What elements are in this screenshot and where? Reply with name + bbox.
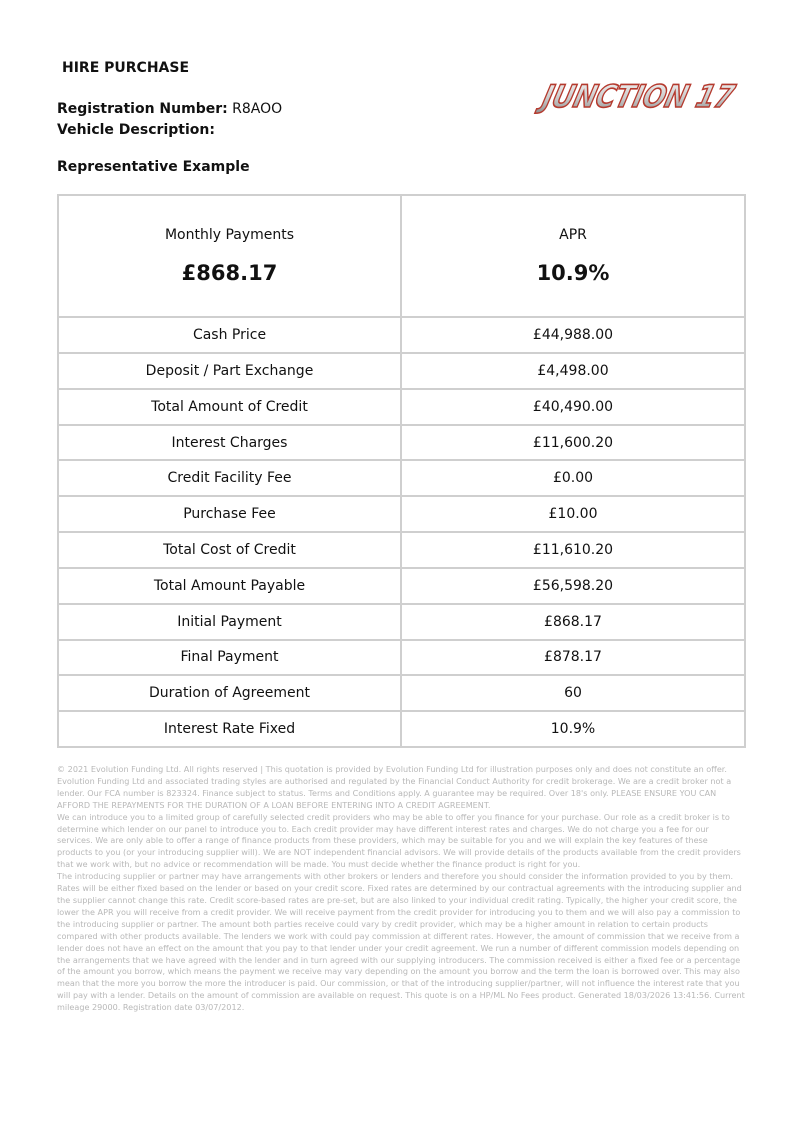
monthly-label: Monthly Payments <box>164 227 295 244</box>
vehicle-label: Vehicle Description: <box>57 122 215 138</box>
table-row <box>58 389 745 425</box>
apr-cell <box>401 195 745 317</box>
disclaimer-paragraph: The introducing supplier or partner may have arrangements with other brokers or lenders and therefore you should consider the information provided to you by them. Rates will be either fixed based on the lender or based on your credit score. Fixed rates are determined by our contractual agreements with the introducing supplier and the supplier cannot change this rate. Credit score-based rates are pre-set, but are also linked to your individual credit rating. Typically, the higher your credit score, the lower the APR you will receive from a credit provider. We will receive payment from the credit provider for introducing you to them and we will also pay a commission to the introducing supplier or partner. The amount both parties receive could vary by credit provider, which may be a higher amount in relation to certain products compared with other products available. The lenders we work with could pay commission at different rates. However, the amount of commission that we receive from a lender does not have an effect on the amount that you pay to that lender under your credit agreement. We run a number of different commission models depending on the arrangements that we have agreed with the lender and in turn agreed with our supplying introducers. The commission received is either a fixed fee or a percentage of the amount you borrow, which means the payment we receive may vary depending on the amount you borrow and the term the loan is borrowed over. This may also mean that the more you borrow the more the introducer is paid. Our commission, or that of the introducing supplier/partner, will not influence the interest rate that you will pay with a lender. Details on the amount of commission are available on request. This quote is on a HP/ML No Fees product. Generated 18/03/2026 13:41:56. Current mileage 29000. Registration date 03/07/2012. <box>57 871 745 1013</box>
row-value: £40,490.00 <box>401 389 745 425</box>
table-row <box>58 425 745 461</box>
row-label: Duration of Agreement <box>58 675 401 711</box>
row-value: £878.17 <box>401 640 745 676</box>
table-row <box>58 604 745 640</box>
row-value: £868.17 <box>401 604 745 640</box>
row-label: Interest Charges <box>58 425 401 461</box>
table-row <box>58 353 745 389</box>
row-value: 10.9% <box>401 711 745 747</box>
row-label: Final Payment <box>58 640 401 676</box>
apr-label: APR <box>559 227 587 244</box>
apr-value: 10.9% <box>536 261 610 286</box>
table-row <box>58 460 745 496</box>
table-row <box>58 675 745 711</box>
section-title: Representative Example <box>57 159 250 175</box>
disclaimer-paragraph: © 2021 Evolution Funding Ltd. All rights reserved | This quotation is provided by Evolution Funding Ltd for illustration purposes only and does not constitute an offer. Evolution Funding Ltd and associated trading styles are authorised and regulated by the Financial Conduct Authority for credit brokerage. We are a credit broker not a lender. Our FCA number is 823324. Finance subject to status. Terms and Conditions apply. A guarantee may be required. Over 18's only. PLEASE ENSURE YOU CAN AFFORD THE REPAYMENTS FOR THE DURATION OF A LOAN BEFORE ENTERING INTO A CREDIT AGREEMENT. <box>57 764 732 810</box>
monthly-cell <box>58 195 401 317</box>
row-label: Cash Price <box>58 317 401 353</box>
row-label: Purchase Fee <box>58 496 401 532</box>
junction17-logo <box>538 74 767 115</box>
row-value: £11,600.20 <box>401 425 745 461</box>
registration-value: R8AOO <box>232 101 283 117</box>
row-value: £4,498.00 <box>401 353 745 389</box>
row-label: Interest Rate Fixed <box>58 711 401 747</box>
row-value: £44,988.00 <box>401 317 745 353</box>
row-value: £56,598.20 <box>401 568 745 604</box>
row-value: £10.00 <box>401 496 745 532</box>
table-row <box>58 496 745 532</box>
headline-row <box>58 195 745 317</box>
finance-table <box>57 194 746 748</box>
row-value: £0.00 <box>401 460 745 496</box>
row-label: Total Amount Payable <box>58 568 401 604</box>
legal-disclaimer <box>57 764 745 1014</box>
row-label: Total Amount of Credit <box>58 389 401 425</box>
table-row <box>58 532 745 568</box>
row-value: 60 <box>401 675 745 711</box>
table-row <box>58 568 745 604</box>
document-type: HIRE PURCHASE <box>62 60 190 76</box>
logo-text: JUNCTION 17 <box>538 79 767 115</box>
registration-label: Registration Number: <box>57 101 228 117</box>
row-label: Total Cost of Credit <box>58 532 401 568</box>
row-label: Credit Facility Fee <box>58 460 401 496</box>
row-label: Initial Payment <box>58 604 401 640</box>
row-value: £11,610.20 <box>401 532 745 568</box>
vehicle-line <box>57 122 215 138</box>
registration-line <box>57 101 282 117</box>
table-row <box>58 640 745 676</box>
monthly-value: £868.17 <box>181 261 278 286</box>
row-label: Deposit / Part Exchange <box>58 353 401 389</box>
table-row <box>58 711 745 747</box>
disclaimer-paragraph: We can introduce you to a limited group of carefully selected credit providers who may be able to offer you finance for your purchase. Our role as a credit broker is to determine which lender on our panel to introduce you to. Each credit provider may have different interest rates and charges. We do not charge you a fee for our services. We are only able to offer a range of finance products from these providers, which may be suitable for you and we will explain the key features of these products to you (or your introducing supplier will). We are NOT independent financial advisors. We will provide details of the products available from the credit providers that we work with, but no advice or recommendation will be made. You must decide whether the finance product is right for you. <box>57 811 741 870</box>
table-row <box>58 317 745 353</box>
